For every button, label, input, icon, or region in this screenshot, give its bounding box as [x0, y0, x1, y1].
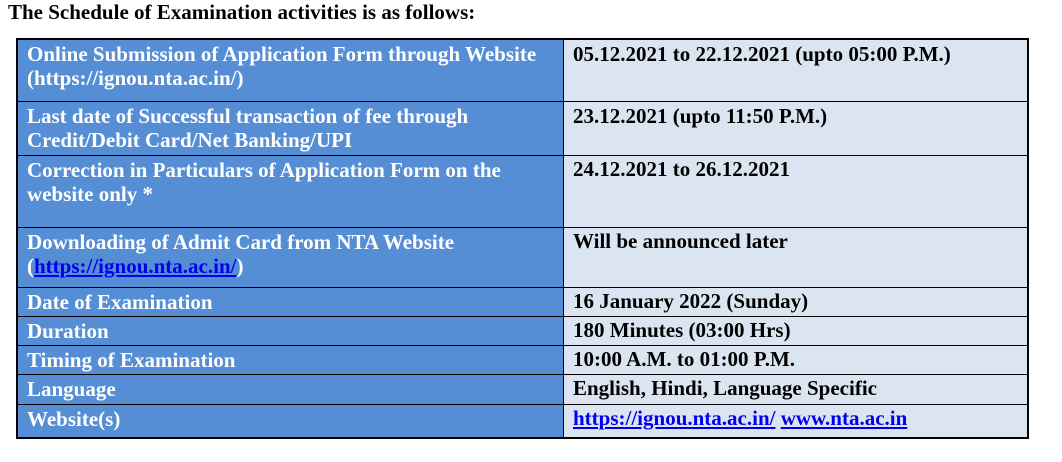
table-row: [17, 101, 1028, 155]
row-label-admit-card: [17, 227, 564, 287]
table-row: [17, 345, 1028, 374]
label-text: Downloading of Admit Card from NTA Website (: [27, 229, 455, 278]
row-value: 23.12.2021 (upto 11:50 P.M.): [564, 101, 1029, 155]
page-heading: The Schedule of Examination activities is as follows:: [8, 0, 476, 24]
row-label: Correction in Particulars of Application Form on the website only *: [17, 155, 564, 227]
row-label: Website(s): [17, 404, 564, 438]
row-label: Timing of Examination: [17, 345, 564, 374]
row-label: Date of Examination: [17, 287, 564, 316]
table-row: [17, 374, 1028, 404]
row-label: Online Submission of Application Form through Website (https://ignou.nta.ac.in/): [17, 39, 564, 101]
row-value: 16 January 2022 (Sunday): [564, 287, 1029, 316]
ignou-website-link[interactable]: https://ignou.nta.ac.in/: [573, 405, 776, 430]
row-value-websites: [564, 404, 1029, 438]
row-label: Last date of Successful transaction of fee through Credit/Debit Card/Net Banking/UPI: [17, 101, 564, 155]
nta-website-link[interactable]: www.nta.ac.in: [780, 405, 908, 430]
row-value: English, Hindi, Language Specific: [564, 374, 1029, 404]
table-row: [17, 155, 1028, 227]
row-value: 180 Minutes (03:00 Hrs): [564, 316, 1029, 345]
table-row: [17, 404, 1028, 438]
row-value: Will be announced later: [564, 227, 1029, 287]
table-row: [17, 39, 1028, 101]
row-label: Language: [17, 374, 564, 404]
row-label: Duration: [17, 316, 564, 345]
table-row: [17, 287, 1028, 316]
table-row: [17, 227, 1028, 287]
table-row: [17, 316, 1028, 345]
row-value: 10:00 A.M. to 01:00 P.M.: [564, 345, 1029, 374]
row-value: 24.12.2021 to 26.12.2021: [564, 155, 1029, 227]
admit-card-link[interactable]: https://ignou.nta.ac.in/: [34, 253, 237, 278]
row-value: 05.12.2021 to 22.12.2021 (upto 05:00 P.M.): [564, 39, 1029, 101]
schedule-table: [16, 38, 1029, 439]
label-text: ): [236, 253, 244, 278]
